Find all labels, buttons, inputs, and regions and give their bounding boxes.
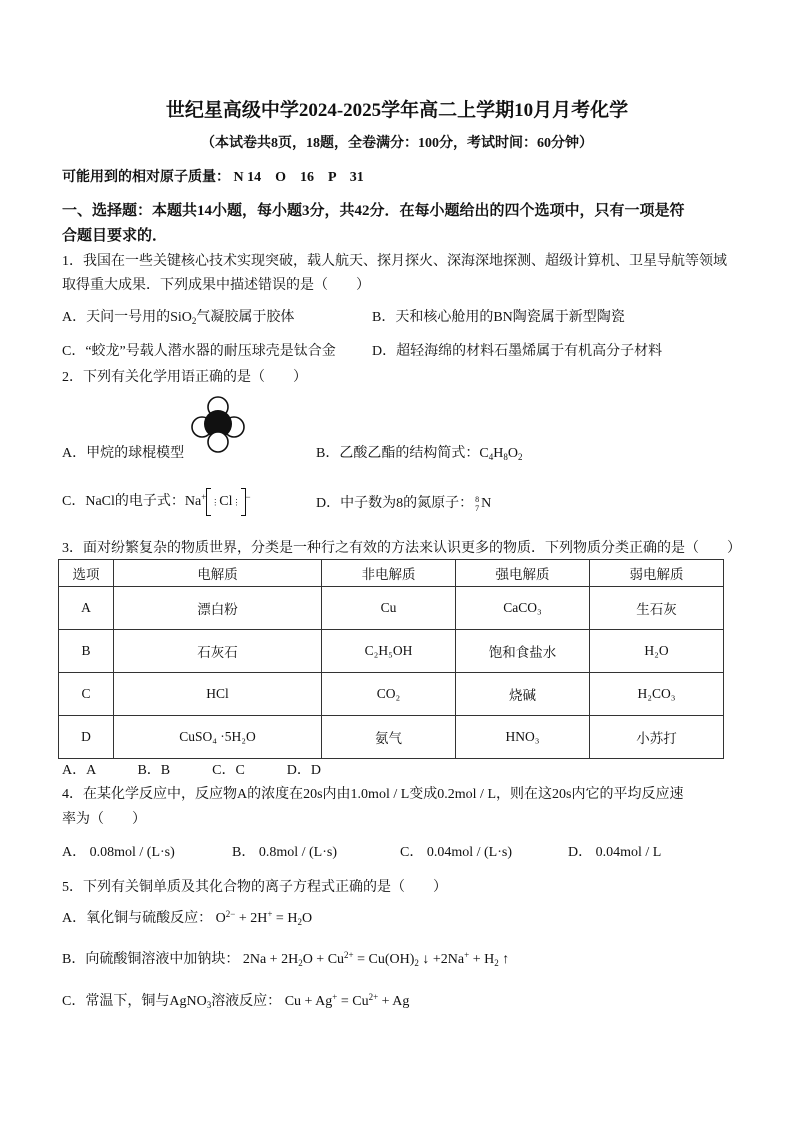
table-cell: H₂CO₃ [590, 673, 724, 716]
q1-option-c: C．“蛟龙”号载人潜水器的耐压球壳是钛合金 [62, 344, 336, 359]
table-cell: CO₂ [322, 673, 456, 716]
section1-heading-line1: 一、选择题：本题共14小题，每小题3分，共42分．在每小题给出的四个选项中，只有一项是符 [62, 203, 685, 219]
q4-stem-line1: 4．在某化学反应中，反应物A的浓度在20s内由1.0mol / L变成0.2mol / L，则在这20s内它的平均反应速 [62, 787, 684, 802]
table-cell: 小苏打 [590, 716, 724, 759]
table-cell: B [59, 630, 114, 673]
methane-ball-stick-model [190, 396, 246, 454]
table-cell: C₂H₅OH [322, 630, 456, 673]
q5-option-b: B．向硫酸铜溶液中加钠块： $2Na + 2H_2O + Cu^{2+} = Cu(OH)_2$ ↓ $+2Na^+ + H_2$ ↑ [62, 950, 510, 968]
table-cell: HNO₃ [456, 716, 590, 759]
q3-stem: 3．面对纷繁复杂的物质世界，分类是一种行之有效的方法来认识更多的物质．下列物质分类正确的是（ ） [62, 541, 741, 556]
q5-option-c: C．常温下，铜与AgNO$_3$溶液反应： $Cu + Ag^+ = Cu^{2+} + Ag$ [62, 992, 410, 1010]
chloride-lewis-structure: ⋮Cl⋮ [211, 494, 241, 510]
table-header-cell: 强电解质 [456, 560, 590, 587]
table-cell: HCl [114, 673, 322, 716]
q1-option-b: B．天和核心舱用的BN陶瓷属于新型陶瓷 [372, 310, 625, 325]
q4-option-c: C． 0.04mol / (L·s) [400, 845, 512, 860]
table-cell: 烧碱 [456, 673, 590, 716]
atomic-mass-line: 可能用到的相对原子质量： N 14 O 16 P 31 [62, 170, 364, 185]
q4-option-b: B． 0.8mol / (L·s) [232, 845, 337, 860]
q2-option-c: C．NaCl的电子式：Na+⋮Cl⋮− [62, 488, 251, 516]
table-cell: Cu [322, 587, 456, 630]
exam-subtitle: （本试卷共8页，18题，全卷满分：100分，考试时间：60分钟） [201, 136, 593, 151]
q2-option-a: A．甲烷的球棍模型 [62, 446, 185, 461]
classification-table [58, 559, 724, 759]
q1-stem-line2: 取得重大成果．下列成果中描述错误的是（ ） [62, 278, 370, 293]
table-row [59, 587, 724, 630]
q4-option-a: A． 0.08mol / (L·s) [62, 845, 175, 860]
q2-stem: 2．下列有关化学用语正确的是（ ） [62, 370, 307, 385]
q2-option-b: B．乙酸乙酯的结构简式：$C_4H_8O_2$ [316, 446, 523, 462]
q1-stem-line1: 1．我国在一些关键核心技术实现突破，载人航天、探月探火、深海深地探测、超级计算机、卫星导航等领域 [62, 254, 727, 269]
table-cell: 漂白粉 [114, 587, 322, 630]
q4-option-d: D． 0.04mol / L [568, 845, 662, 860]
table-header-row [59, 560, 724, 587]
table-cell: 石灰石 [114, 630, 322, 673]
table-header-cell: 选项 [59, 560, 114, 587]
table-cell: A [59, 587, 114, 630]
table-cell: H₂O [590, 630, 724, 673]
q1-option-a: A．天问一号用的SiO$_2$气凝胶属于胶体 [62, 310, 295, 326]
q3-options: A．A B．B C．C D．D [62, 763, 322, 778]
table-header-cell: 弱电解质 [590, 560, 724, 587]
table-header-cell: 电解质 [114, 560, 322, 587]
table-cell: C [59, 673, 114, 716]
table-cell: 生石灰 [590, 587, 724, 630]
table-cell: CuSO₄ ·5H₂O [114, 716, 322, 759]
q5-option-a: A．氧化铜与硫酸反应： $O^{2-} + 2H^+ = H_2O$ [62, 909, 313, 927]
table-cell: D [59, 716, 114, 759]
table-header-cell: 非电解质 [322, 560, 456, 587]
table-row [59, 673, 724, 716]
q2-option-d: D．中子数为8的氮原子： 8 7 N [316, 494, 492, 513]
table-row [59, 716, 724, 759]
table-cell: 饱和食盐水 [456, 630, 590, 673]
q4-stem-line2: 率为（ ） [62, 812, 146, 827]
q1-option-d: D．超轻海绵的材料石墨烯属于有机高分子材料 [372, 344, 663, 359]
section1-heading-line2: 合题目要求的． [62, 228, 168, 244]
exam-title: 世纪星高级中学2024-2025学年高二上学期10月月考化学 [165, 100, 629, 121]
table-cell: 氨气 [322, 716, 456, 759]
table-cell: CaCO₃ [456, 587, 590, 630]
q5-stem: 5．下列有关铜单质及其化合物的离子方程式正确的是（ ） [62, 880, 447, 895]
table-row [59, 630, 724, 673]
